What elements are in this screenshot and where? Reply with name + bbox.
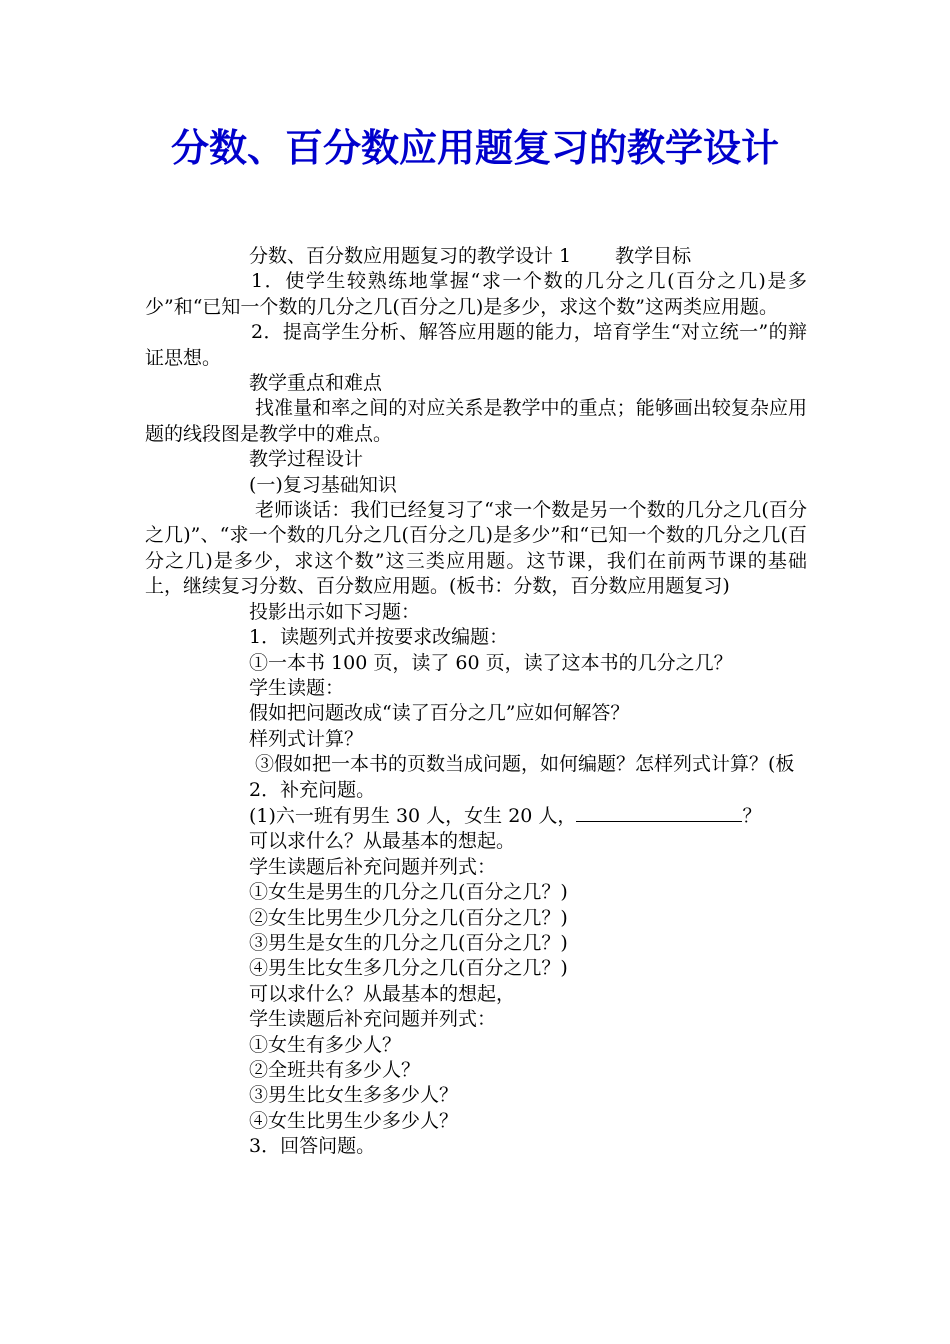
section-heading: (一)复习基础知识: [249, 473, 397, 496]
list-item: ④女生比男生少多少人？: [249, 1109, 459, 1132]
paragraph: 1．使学生较熟练地掌握“求一个数的几分之几(百分之几)是多少”和“已知一个数的几分之几(百分之几)是多少，求这个数”这两类应用题。: [145, 270, 807, 318]
list-item: ②全班共有多少人？: [249, 1059, 421, 1081]
paragraph: 假如把问题改成“读了百分之几”应如何解答？: [249, 702, 630, 725]
paragraph: 可以求什么？从最基本的想起，: [249, 982, 516, 1005]
section-heading: 教学过程设计: [249, 448, 364, 471]
list-item: ③男生是女生的几分之几(百分之几？): [249, 931, 568, 954]
list-item: ①女生是男生的几分之几(百分之几？): [249, 881, 568, 904]
problem-text: (1)六一班有男生 30 人，女生 20 人，: [249, 804, 577, 827]
paragraph: 找准量和率之间的对应关系是教学中的重点；能够画出较复杂应用题的线段图是教学中的难点。: [145, 397, 807, 445]
paragraph: 样列式计算？: [249, 727, 364, 750]
list-item: ④男生比女生多几分之几(百分之几？): [249, 957, 568, 980]
paragraph: 学生读题：: [249, 676, 345, 699]
paragraph: 2．提高学生分析、解答应用题的能力，培育学生“对立统一”的辩证思想。: [145, 321, 807, 369]
list-item: ②女生比男生少几分之几(百分之几？): [249, 906, 568, 929]
paragraph: 投影出示如下习题：: [249, 600, 421, 623]
paragraph-heading: [145, 244, 807, 269]
paragraph: ③假如把一本书的页数当成问题，如何编题？怎样列式计算？(板: [255, 753, 795, 776]
question-mark: ？: [742, 804, 762, 827]
paragraph: 3．回答问题。: [249, 1135, 376, 1158]
paragraph: ①一本书 100 页，读了 60 页，读了这本书的几分之几？: [249, 651, 733, 674]
paragraph: 2．补充问题。: [249, 778, 376, 801]
document-body: [145, 244, 807, 1160]
list-item: ①女生有多少人？: [249, 1033, 402, 1056]
paragraph: 1．读题列式并按要求改编题：: [249, 626, 509, 649]
paragraph-with-blank: [145, 803, 807, 829]
paragraph: 可以求什么？从最基本的想起。: [249, 830, 516, 853]
section-heading: 教学重点和难点: [249, 372, 383, 395]
paragraph: 学生读题后补充问题并列式：: [249, 1008, 497, 1031]
design-subtitle: 分数、百分数应用题复习的教学设计 1: [249, 245, 572, 267]
list-item: ③男生比女生多多少人？: [249, 1084, 459, 1107]
paragraph: 老师谈话：我们已经复习了“求一个数是另一个数的几分之几(百分之几)”、“求一个数的几分之几(百分之几)是多少”和“已知一个数的几分之几(百分之几)是多少，求这个数”这三类应用题。这节课，我们在前两节课的基础上，继续复习分数、百分数应用题。(板书：分数，百分数应用题复习): [145, 499, 807, 598]
fill-in-blank: [576, 803, 742, 822]
document-title: 分数、百分数应用题复习的教学设计: [170, 126, 779, 170]
paragraph: 学生读题后补充问题并列式：: [249, 855, 497, 878]
section-heading-objectives: 教学目标: [615, 245, 692, 267]
